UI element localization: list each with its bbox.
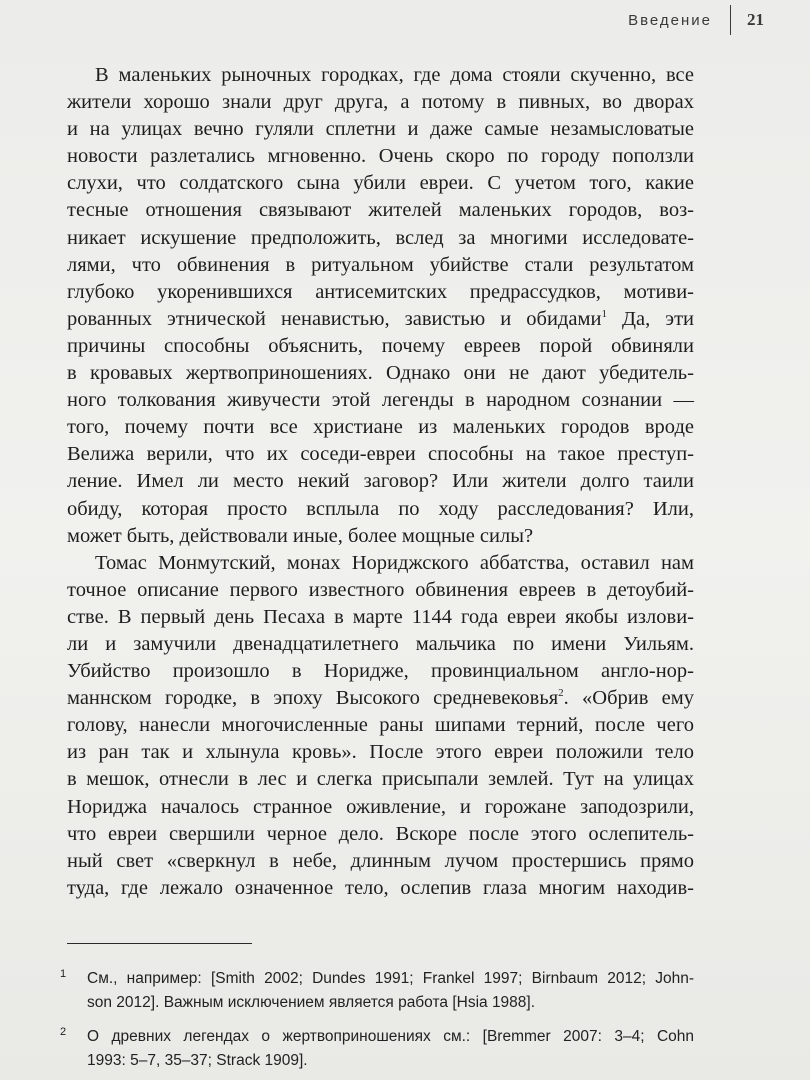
text-line: может быть, действовали иные, более мощные силы? bbox=[67, 524, 534, 547]
text-line: в кровавых жертвоприношениях. Однако они не дают убедитель- bbox=[67, 362, 694, 385]
text-line: тесные отношения связывают жителей маленьких городов, воз- bbox=[67, 199, 694, 222]
text-line: того, почему почти все христиане из маленьких городов вроде bbox=[67, 416, 694, 439]
footnote-ref-1[interactable]: 1 bbox=[601, 307, 607, 320]
text-line: в мешок, отнесли в лес и слегка присыпали землей. Тут на улицах bbox=[67, 768, 694, 791]
text-segment: маннском городке, в эпоху Высокого средневековья bbox=[67, 687, 559, 710]
text-line: лями, что обвинения в ритуальном убийстве стали результатом bbox=[67, 253, 694, 276]
text-line-with-footnote bbox=[67, 685, 694, 712]
footnote-line: 1993: 5–7, 35–37; Strack 1909]. bbox=[87, 1051, 308, 1069]
text-line: никает искушение предположить, вслед за многими исследовате- bbox=[67, 226, 694, 249]
text-line: Нориджа началось странное оживление, и горожане заподозрили, bbox=[67, 795, 694, 818]
text-line: туда, где лежало означенное тело, ослепив глаза многим находив- bbox=[67, 876, 694, 899]
text-line: причины способны объяснить, почему евреев порой обвиняли bbox=[67, 334, 694, 357]
footnote-number: 1 bbox=[60, 968, 67, 980]
footnote-ref-2[interactable]: 2 bbox=[558, 687, 564, 700]
footnote-number: 2 bbox=[60, 1026, 67, 1038]
text-line: ление. Имел ли место некий заговор? Или жители долго таили bbox=[67, 470, 694, 493]
text-line: что евреи свершили черное дело. Вскоре после этого ослепитель- bbox=[67, 822, 694, 845]
text-line: обиду, которая просто всплыла по ходу расследования? Или, bbox=[67, 497, 694, 520]
footnote-line: son 2012]. Важным исключением является работа [Hsia 1988]. bbox=[87, 993, 536, 1011]
text-line: новости разлетались мгновенно. Очень скоро по городу поползли bbox=[67, 145, 694, 168]
footnote-separator bbox=[67, 943, 252, 944]
body-text bbox=[67, 62, 694, 902]
page-number: 21 bbox=[747, 10, 764, 29]
text-line: стве. В первый день Песаха в марте 1144 года евреи якобы излови- bbox=[67, 605, 694, 628]
text-line: Убийство произошло в Норидже, провинциальном англо-нор- bbox=[67, 660, 694, 683]
text-line: ный свет «сверкнул в небе, длинным лучом простершись прямо bbox=[67, 849, 694, 872]
text-line: из ран так и хлынула кровь». После этого евреи положили тело bbox=[67, 741, 694, 764]
text-line: голову, нанесли многочисленные раны шипами терний, после чего bbox=[67, 714, 694, 737]
text-line: Велижа верили, что их соседи-евреи способны на такое преступ- bbox=[67, 443, 694, 466]
text-line: Томас Монмутский, монах Нориджского аббатства, оставил нам bbox=[95, 551, 694, 574]
text-line-with-footnote bbox=[67, 306, 694, 333]
header-divider bbox=[730, 5, 731, 35]
text-segment: . «Обрив ему bbox=[563, 687, 694, 710]
text-line: глубоко укоренившихся антисемитских предрассудков, мотиви- bbox=[67, 280, 694, 303]
text-segment: Да, эти bbox=[606, 307, 694, 330]
text-line: ли и замучили двенадцатилетнего мальчика по имени Уильям. bbox=[67, 632, 694, 655]
text-line: ного толкования живучести этой легенды в народном сознании — bbox=[67, 389, 694, 412]
text-line: В маленьких рыночных городках, где дома стояли скученно, все bbox=[95, 64, 694, 86]
footnote-1 bbox=[60, 967, 694, 1014]
footnote-2 bbox=[60, 1025, 694, 1072]
text-line: жители хорошо знали друг друга, а потому в пивных, во дворах bbox=[67, 91, 694, 114]
footnotes bbox=[60, 967, 694, 1080]
running-head bbox=[628, 4, 764, 36]
text-line: и на улицах вечно гуляли сплетни и даже самые незамысловатые bbox=[67, 118, 694, 141]
text-line: слухи, что солдатского сына убили евреи. С учетом того, какие bbox=[67, 172, 694, 195]
footnote-line: О древних легендах о жертвоприношениях см.: [Bremmer 2007: 3–4; Cohn bbox=[87, 1028, 694, 1045]
section-title: Введение bbox=[628, 11, 712, 29]
footnote-line: См., например: [Smith 2002; Dundes 1991; Frankel 1997; Birnbaum 2012; John- bbox=[87, 970, 694, 987]
text-line: точное описание первого известного обвинения евреев в детоубий- bbox=[67, 578, 694, 601]
text-segment: рованных этнической ненавистью, завистью и обидами bbox=[67, 307, 602, 330]
